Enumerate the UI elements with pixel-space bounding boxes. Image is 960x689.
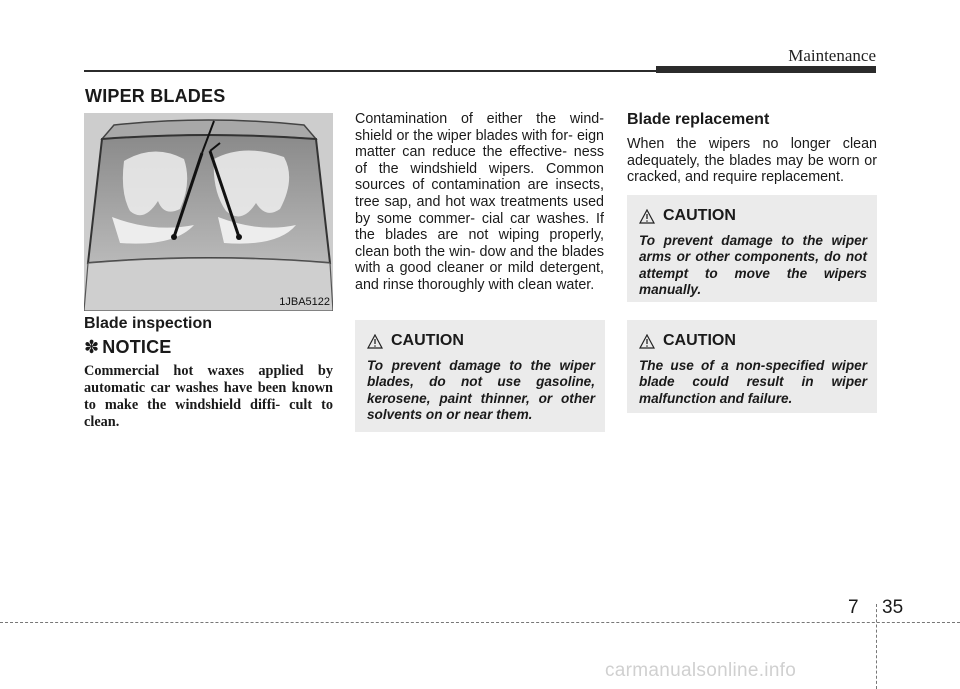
section-title: WIPER BLADES [85,86,226,106]
notice-text: Commercial hot waxes applied by automatic car washes have been known to make the windshield diffi- cult to clean. [84,363,333,430]
caution-box-wiper-arms [627,195,877,302]
warning-triangle-icon [367,334,383,349]
caution-text: To prevent damage to the wiper blades, do not use gasoline, kerosene, paint thinner, or other solvents on or near them. [367,358,595,423]
notice-label: NOTICE [102,337,172,357]
windshield-drawing [84,113,333,311]
caution-text: The use of a non-specified wiper blade could result in wiper malfunction and failure. [639,358,867,406]
blade-inspection-heading: Blade inspection [84,315,213,332]
caution-box-solvents [355,320,605,432]
blade-replacement-heading: Blade replacement [627,111,770,128]
caution-title: CAUTION [663,207,736,224]
notice-heading [84,337,172,358]
image-code: 1JBA5122 [279,296,330,308]
chapter-number: 7 [848,597,859,618]
caution-text: To prevent damage to the wiper arms or other components, do not attempt to move the wipers manually. [639,233,867,298]
header-rule-bold [656,66,876,73]
running-header: Maintenance [788,46,876,65]
caution-title: CAUTION [391,332,464,349]
warning-triangle-icon [639,209,655,224]
header-rule [84,70,656,72]
page-number: 35 [882,597,904,618]
caution-box-non-specified-blade [627,320,877,413]
caution-title: CAUTION [663,332,736,349]
windshield-wiper-illustration [84,113,333,311]
blade-replacement-text: When the wipers no longer clean adequately, the blades may be worn or cracked, and require replacement. [627,136,877,186]
footer-rule [0,622,960,623]
watermark: carmanualsonline.info [605,660,797,681]
contamination-paragraph: Contamination of either the wind- shield or the wiper blades with for- eign matter can reduce the effective- ness of the windshield wipers. Common sources of contamination are insects, tree sap, and hot wax treatments used by some commer- cial car washes. If the blades are not wiping properly, clean both the win- dow and the blades with a good cleaner or mild detergent, and rinse thoroughly with clean water. [355,111,604,293]
warning-triangle-icon [639,334,655,349]
notice-star-icon: ✽ [84,337,100,357]
footer-divider [876,604,878,689]
